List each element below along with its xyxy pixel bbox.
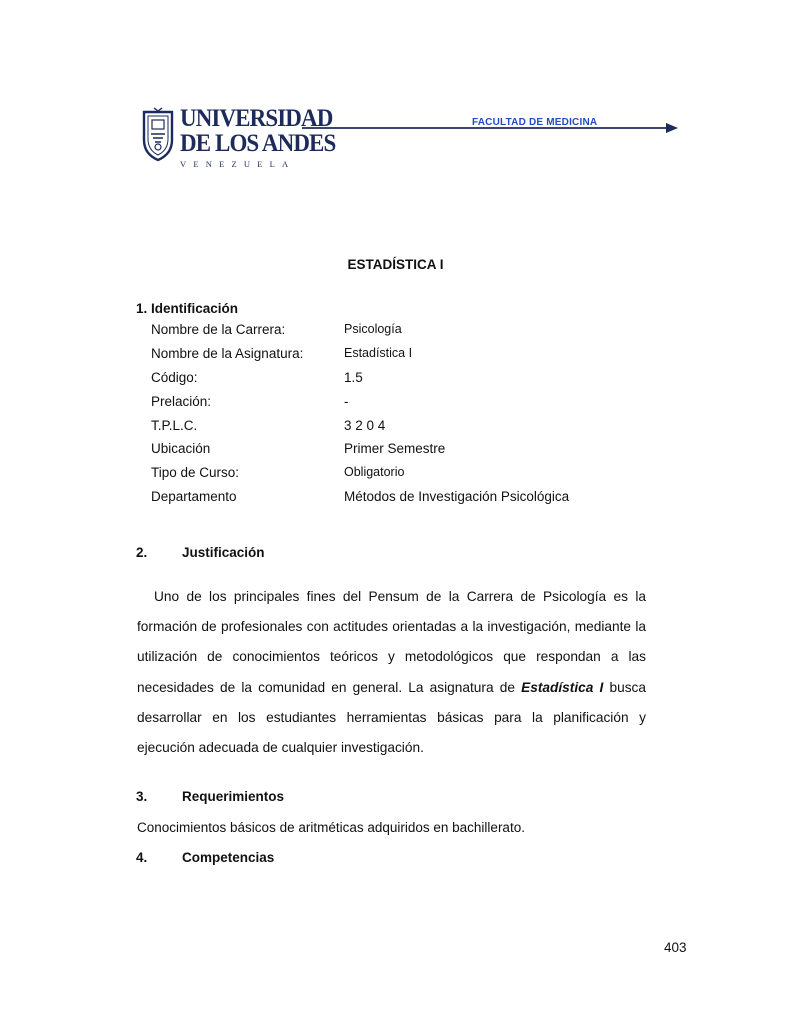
logo-line-venezuela: VENEZUELA (180, 159, 296, 169)
section-justification-number: 2. (136, 545, 148, 560)
id-label: Departamento (151, 489, 237, 504)
id-value: 1.5 (344, 370, 363, 385)
id-value: Métodos de Investigación Psicológica (344, 489, 570, 504)
section-identification-heading: 1. Identificación (136, 301, 239, 316)
id-label: Código: (151, 370, 198, 385)
university-seal-icon (140, 106, 176, 162)
section-requirements-heading: Requerimientos (182, 789, 285, 804)
section-requirements-number: 3. (136, 789, 148, 804)
id-value: Primer Semestre (344, 441, 446, 456)
id-row-subject (151, 346, 631, 366)
id-label: T.P.L.C. (151, 418, 198, 433)
page-number: 403 (664, 940, 687, 955)
logo-line-university: UNIVERSIDAD (180, 103, 333, 132)
id-row-location (151, 441, 631, 461)
justification-text-end: busca desarrollar en los estudiantes herramientas básicas para la planificación y ejecución adecuada de cualquier investigación. (137, 679, 647, 756)
document-title: ESTADÍSTICA I (347, 257, 444, 272)
id-label: Nombre de la Carrera: (151, 322, 286, 337)
id-label: Tipo de Curso: (151, 465, 240, 480)
section-competencies-number: 4. (136, 850, 148, 865)
id-value: 3 2 0 4 (344, 418, 386, 433)
id-value: Obligatorio (344, 465, 405, 479)
section-justification-heading: Justificación (182, 545, 265, 560)
logo-line-de-los-andes: DE LOS ANDES (180, 128, 336, 157)
id-value: Estadística I (344, 346, 413, 360)
header-arrow-icon (302, 122, 680, 134)
requirements-text: Conocimientos básicos de aritméticas adquiridos en bachillerato. (137, 820, 525, 835)
faculty-name: FACULTAD DE MEDICINA (472, 117, 598, 128)
id-row-prerequisite (151, 394, 631, 414)
id-row-career (151, 322, 631, 342)
id-row-tplc (151, 418, 631, 438)
id-value: - (344, 394, 349, 409)
section-competencies-heading: Competencias (182, 850, 275, 865)
justification-text-start: Uno de los principales fines del Pensum de la Carrera de Psicología es la formación de profesionales con actitudes orientadas a la investigación, mediante la utilización de conocimientos teóricos y metodológicos que respondan a las necesidades de la comunidad en general. La asignatura de (137, 589, 646, 695)
id-label: Nombre de la Asignatura: (151, 346, 304, 361)
id-row-code (151, 370, 631, 390)
id-value: Psicología (344, 322, 402, 336)
university-logo (140, 103, 336, 169)
subject-emphasis: Estadística I (521, 679, 604, 695)
logo-wordmark (180, 103, 336, 169)
id-label: Ubicación (151, 441, 211, 456)
id-row-course-type (151, 465, 631, 485)
id-label: Prelación: (151, 394, 212, 409)
justification-paragraph (137, 582, 646, 763)
id-row-department (151, 489, 631, 509)
